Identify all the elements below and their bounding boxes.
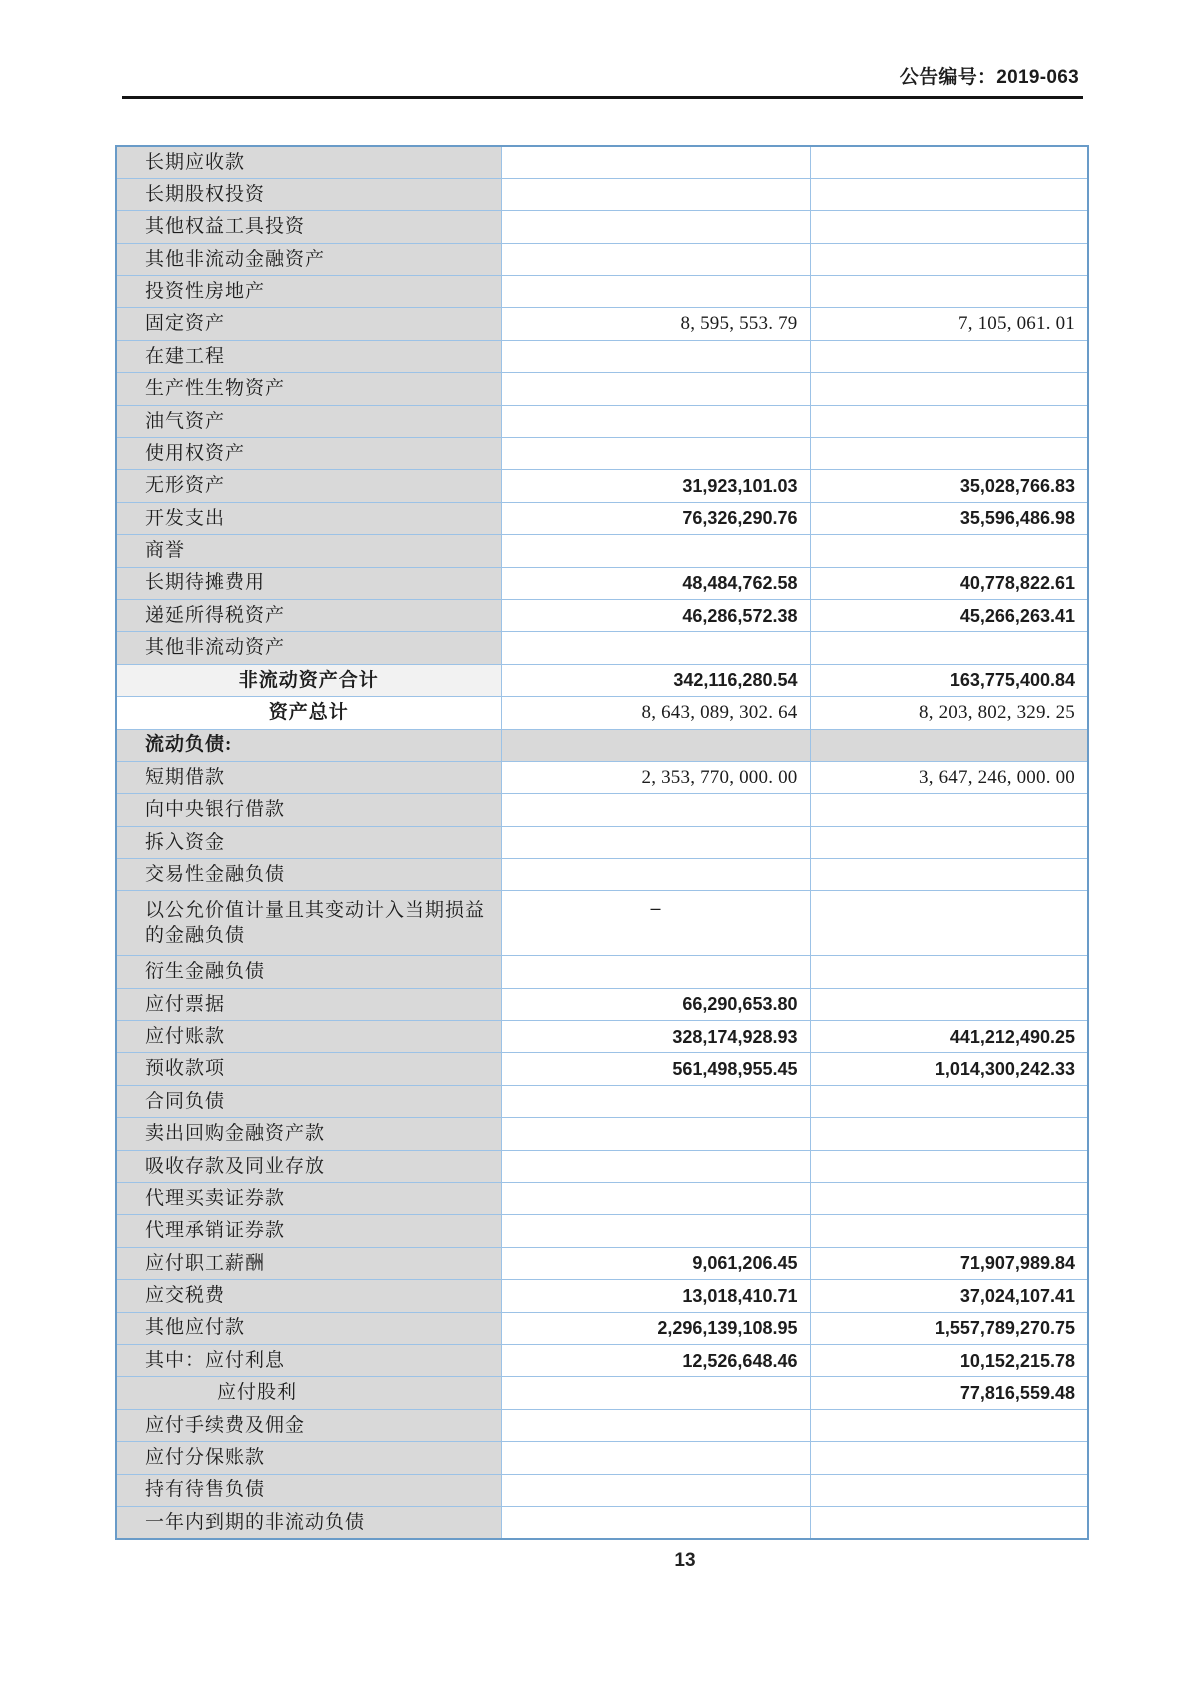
row-value-col2: 71,907,989.84 — [810, 1247, 1088, 1279]
row-label: 开发支出 — [116, 502, 501, 534]
row-label: 衍生金融负债 — [116, 956, 501, 988]
row-value-col1 — [501, 1150, 810, 1182]
row-value-col1 — [501, 1183, 810, 1215]
table-row — [116, 1409, 1088, 1441]
row-value-col1 — [501, 794, 810, 826]
row-value-col1: 2, 353, 770, 000. 00 — [501, 761, 810, 793]
row-label: 无形资产 — [116, 470, 501, 502]
row-value-col1: 76,326,290.76 — [501, 502, 810, 534]
row-label: 应付账款 — [116, 1021, 501, 1053]
table-row — [116, 664, 1088, 696]
table-row — [116, 1280, 1088, 1312]
row-value-col1 — [501, 178, 810, 210]
row-value-col1 — [501, 405, 810, 437]
row-value-col1 — [501, 276, 810, 308]
table-row — [116, 1506, 1088, 1538]
row-label: 其中：应付利息 — [116, 1344, 501, 1376]
row-value-col2: 1,557,789,270.75 — [810, 1312, 1088, 1344]
row-value-col2 — [810, 632, 1088, 664]
row-label: 长期股权投资 — [116, 178, 501, 210]
page-number: 13 — [674, 1550, 696, 1571]
row-label: 吸收存款及同业存放 — [116, 1150, 501, 1182]
row-value-col1 — [501, 826, 810, 858]
row-value-col1: 2,296,139,108.95 — [501, 1312, 810, 1344]
table-row — [116, 599, 1088, 631]
table-row — [116, 438, 1088, 470]
row-value-col2 — [810, 1506, 1088, 1538]
row-value-col2: 8, 203, 802, 329. 25 — [810, 697, 1088, 729]
row-value-col1: 328,174,928.93 — [501, 1021, 810, 1053]
table-row — [116, 1312, 1088, 1344]
row-value-col2 — [810, 826, 1088, 858]
row-value-col1: 46,286,572.38 — [501, 599, 810, 631]
table-row — [116, 373, 1088, 405]
table-row — [116, 761, 1088, 793]
table-row — [116, 243, 1088, 275]
page-header — [122, 62, 1083, 99]
row-value-col1 — [501, 1377, 810, 1409]
row-value-col2 — [810, 146, 1088, 178]
row-label: 其他非流动金融资产 — [116, 243, 501, 275]
row-value-col1 — [501, 859, 810, 891]
row-label: 以公允价值计量且其变动计入当期损益的金融负债 — [116, 891, 501, 956]
row-value-col1 — [501, 211, 810, 243]
balance-sheet-table — [115, 145, 1089, 1540]
row-label: 其他非流动资产 — [116, 632, 501, 664]
row-value-col1 — [501, 1409, 810, 1441]
row-value-col1 — [501, 1118, 810, 1150]
row-label: 合同负债 — [116, 1085, 501, 1117]
row-value-col2: 7, 105, 061. 01 — [810, 308, 1088, 340]
row-value-col2: 35,596,486.98 — [810, 502, 1088, 534]
row-label: 预收款项 — [116, 1053, 501, 1085]
table-row — [116, 1053, 1088, 1085]
row-label: 应付股利 — [116, 1377, 501, 1409]
row-value-col1 — [501, 729, 810, 761]
table-row — [116, 1021, 1088, 1053]
table-row — [116, 470, 1088, 502]
row-value-col2 — [810, 405, 1088, 437]
row-label: 代理买卖证券款 — [116, 1183, 501, 1215]
row-value-col2: 45,266,263.41 — [810, 599, 1088, 631]
row-value-col2 — [810, 729, 1088, 761]
row-value-col2 — [810, 276, 1088, 308]
row-value-col2: 37,024,107.41 — [810, 1280, 1088, 1312]
table-row — [116, 1247, 1088, 1279]
row-label: 短期借款 — [116, 761, 501, 793]
row-label: 非流动资产合计 — [116, 664, 501, 696]
row-value-col2 — [810, 1085, 1088, 1117]
row-value-col1: 31,923,101.03 — [501, 470, 810, 502]
row-value-col2 — [810, 988, 1088, 1020]
row-value-col1: 12,526,648.46 — [501, 1344, 810, 1376]
row-value-col1 — [501, 243, 810, 275]
row-value-col2 — [810, 535, 1088, 567]
balance-sheet-body — [116, 146, 1088, 1539]
table-row — [116, 826, 1088, 858]
row-value-col2: 163,775,400.84 — [810, 664, 1088, 696]
row-label: 向中央银行借款 — [116, 794, 501, 826]
row-value-col2 — [810, 1150, 1088, 1182]
row-label: 在建工程 — [116, 340, 501, 372]
row-label: 油气资产 — [116, 405, 501, 437]
table-row — [116, 340, 1088, 372]
row-value-col1 — [501, 373, 810, 405]
row-label: 生产性生物资产 — [116, 373, 501, 405]
table-row — [116, 729, 1088, 761]
table-row — [116, 956, 1088, 988]
row-value-col2: 441,212,490.25 — [810, 1021, 1088, 1053]
row-value-col2 — [810, 340, 1088, 372]
row-value-col1 — [501, 438, 810, 470]
table-row — [116, 1474, 1088, 1506]
row-label: 拆入资金 — [116, 826, 501, 858]
row-label: 使用权资产 — [116, 438, 501, 470]
row-value-col1 — [501, 1474, 810, 1506]
row-label: 卖出回购金融资产款 — [116, 1118, 501, 1150]
row-value-col1 — [501, 1215, 810, 1247]
row-label: 投资性房地产 — [116, 276, 501, 308]
row-label: 交易性金融负债 — [116, 859, 501, 891]
row-value-col1 — [501, 340, 810, 372]
row-label: 流动负债: — [116, 729, 501, 761]
row-value-col2: 1,014,300,242.33 — [810, 1053, 1088, 1085]
row-value-col2 — [810, 956, 1088, 988]
row-value-col1: 66,290,653.80 — [501, 988, 810, 1020]
row-value-col1 — [501, 1506, 810, 1538]
row-value-col1: 342,116,280.54 — [501, 664, 810, 696]
row-value-col2: 40,778,822.61 — [810, 567, 1088, 599]
table-row — [116, 276, 1088, 308]
table-row — [116, 308, 1088, 340]
row-value-col2 — [810, 1215, 1088, 1247]
row-value-col2: 10,152,215.78 — [810, 1344, 1088, 1376]
row-label: 商誉 — [116, 535, 501, 567]
table-row — [116, 859, 1088, 891]
row-label: 长期待摊费用 — [116, 567, 501, 599]
row-label: 其他应付款 — [116, 1312, 501, 1344]
row-value-col2 — [810, 178, 1088, 210]
row-value-col1 — [501, 535, 810, 567]
table-row — [116, 1215, 1088, 1247]
row-label: 长期应收款 — [116, 146, 501, 178]
row-value-col2 — [810, 243, 1088, 275]
row-value-col1: – — [501, 891, 810, 956]
row-value-col1: 48,484,762.58 — [501, 567, 810, 599]
row-value-col2: 3, 647, 246, 000. 00 — [810, 761, 1088, 793]
row-value-col2 — [810, 1183, 1088, 1215]
row-label: 应交税费 — [116, 1280, 501, 1312]
row-value-col1: 8, 595, 553. 79 — [501, 308, 810, 340]
row-value-col2 — [810, 438, 1088, 470]
table-row — [116, 632, 1088, 664]
table-row — [116, 1085, 1088, 1117]
table-row — [116, 1442, 1088, 1474]
row-value-col1: 8, 643, 089, 302. 64 — [501, 697, 810, 729]
table-row — [116, 567, 1088, 599]
row-value-col1 — [501, 632, 810, 664]
row-label: 应付分保账款 — [116, 1442, 501, 1474]
row-value-col1: 13,018,410.71 — [501, 1280, 810, 1312]
table-row — [116, 891, 1088, 956]
table-row — [116, 146, 1088, 178]
table-row — [116, 535, 1088, 567]
table-row — [116, 405, 1088, 437]
row-label: 资产总计 — [116, 697, 501, 729]
table-row — [116, 697, 1088, 729]
row-label: 固定资产 — [116, 308, 501, 340]
row-label: 递延所得税资产 — [116, 599, 501, 631]
row-label: 持有待售负债 — [116, 1474, 501, 1506]
row-value-col1: 9,061,206.45 — [501, 1247, 810, 1279]
row-value-col2 — [810, 373, 1088, 405]
row-value-col2 — [810, 859, 1088, 891]
table-row — [116, 1183, 1088, 1215]
row-label: 其他权益工具投资 — [116, 211, 501, 243]
row-value-col2 — [810, 1409, 1088, 1441]
table-row — [116, 794, 1088, 826]
table-row — [116, 211, 1088, 243]
table-row — [116, 178, 1088, 210]
table-row — [116, 502, 1088, 534]
row-value-col2: 35,028,766.83 — [810, 470, 1088, 502]
row-value-col2: 77,816,559.48 — [810, 1377, 1088, 1409]
row-value-col2 — [810, 211, 1088, 243]
row-label: 应付职工薪酬 — [116, 1247, 501, 1279]
row-value-col1 — [501, 146, 810, 178]
announcement-number: 公告编号：2019-063 — [899, 67, 1079, 88]
table-row — [116, 1344, 1088, 1376]
row-label: 一年内到期的非流动负债 — [116, 1506, 501, 1538]
row-label: 应付手续费及佣金 — [116, 1409, 501, 1441]
row-value-col1: 561,498,955.45 — [501, 1053, 810, 1085]
row-value-col2 — [810, 794, 1088, 826]
row-value-col2 — [810, 1442, 1088, 1474]
row-label: 应付票据 — [116, 988, 501, 1020]
table-row — [116, 988, 1088, 1020]
row-label: 代理承销证券款 — [116, 1215, 501, 1247]
row-value-col2 — [810, 1118, 1088, 1150]
row-value-col2 — [810, 891, 1088, 956]
table-row — [116, 1150, 1088, 1182]
table-row — [116, 1118, 1088, 1150]
row-value-col1 — [501, 956, 810, 988]
row-value-col1 — [501, 1085, 810, 1117]
row-value-col2 — [810, 1474, 1088, 1506]
row-value-col1 — [501, 1442, 810, 1474]
table-row — [116, 1377, 1088, 1409]
